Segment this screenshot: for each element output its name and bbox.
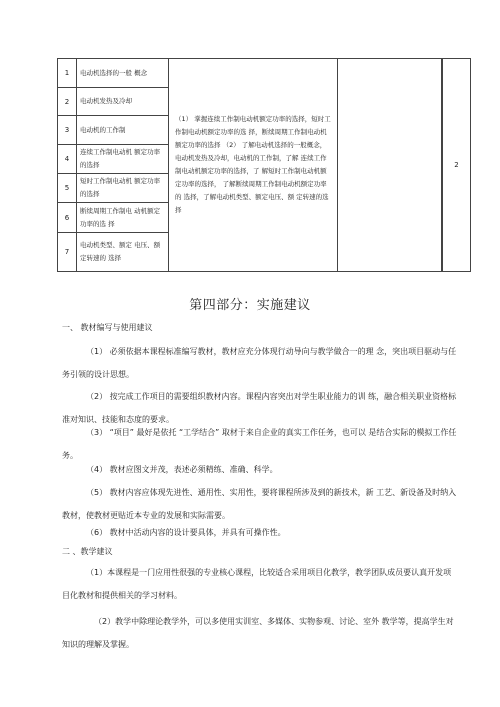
content-item: 短时工作制电动机 额定功率的选择 [77, 174, 169, 203]
learning-goals: （1） 掌握连续工作制电动机额定功率的选择，短时工作制电动机额定功率的选 择，断续周期工作制电动机额定功率的选择 （2） 了解电动机选择的一般概念，电动机发热及冷却，电动机的工作制，了解 连续工作制电动机额定功率的选择，了 解短时工作制电动机额定功率的选择， 了解断续周期工作制电动机额定功率的 选择，了解电动机类型、额定电压、额 定转速的选择 [169, 59, 338, 272]
row-number: 2 [58, 88, 77, 116]
part-title: 第四部分：实施建议 [189, 298, 311, 313]
content-item: 电动机发热及冷却 [77, 88, 169, 116]
paragraph: （4） 教材应图文并茂，表述必须精练、准确、科学。 [86, 465, 278, 474]
row-number: 7 [58, 233, 77, 272]
table-row [58, 59, 471, 88]
section-heading-teaching: 二 、教学建议 [62, 547, 113, 556]
paragraph: （2） 按完成工作项目的需要组织教材内容。课程内容突出对学生职业能力的训 练，融合相关职业资格标准对知识、技能和态度的要求。 [62, 392, 457, 424]
paragraph: （3） “项目” 最好是依托 “工学结合” 取材于来自企业的真实工作任务，也可以 是结合实际的模拟工作任务。 [62, 428, 457, 460]
empty-cell [338, 59, 442, 272]
content-item: 电动机选择的一般 概念 [77, 59, 169, 88]
row-number: 6 [58, 203, 77, 233]
paragraph: （1）本课程是一门应用性很强的专业核心课程，比较适合采用项目化教学，教学团队成员要认真开发项目化教材和提供相关的学习材料。 [62, 568, 452, 600]
section-heading-materials: 一、 教材编写与使用建议 [62, 323, 153, 332]
row-number: 1 [58, 59, 77, 88]
row-number: 5 [58, 174, 77, 203]
class-hours: 2 [443, 59, 471, 272]
paragraph: （5） 教材内容应体现先进性、通用性、实用性，要将课程所涉及到的新技术，新 工艺、新设备及时纳入教材，使教材更贴近本专业的发展和实际需要。 [62, 488, 457, 520]
content-item: 连续工作制电动机 额定功率的选择 [77, 145, 169, 174]
content-item: 电动机的工作制 [77, 116, 169, 145]
row-number: 4 [58, 145, 77, 174]
paragraph: （1） 必须依据本课程标准编写教材，教材应充分体现行动导向与教学做合一的理 念，突出项目驱动与任务引领的设计思想。 [62, 347, 457, 379]
content-item: 电动机类型、额定 电压、额定转速的 选择 [77, 233, 169, 272]
content-item: 断续周期工作制电 动机额定功率的选 择 [77, 203, 169, 233]
row-number: 3 [58, 116, 77, 145]
paragraph: （6） 教材中活动内容的设计要具体，并具有可操作性。 [86, 528, 286, 537]
paragraph: （2）教学中除理论教学外，可以多使用实训室、多媒体、实物参观、讨论、室外 教学等，提高学生对知识的理解及掌握。 [62, 617, 454, 649]
module-table [57, 58, 471, 272]
